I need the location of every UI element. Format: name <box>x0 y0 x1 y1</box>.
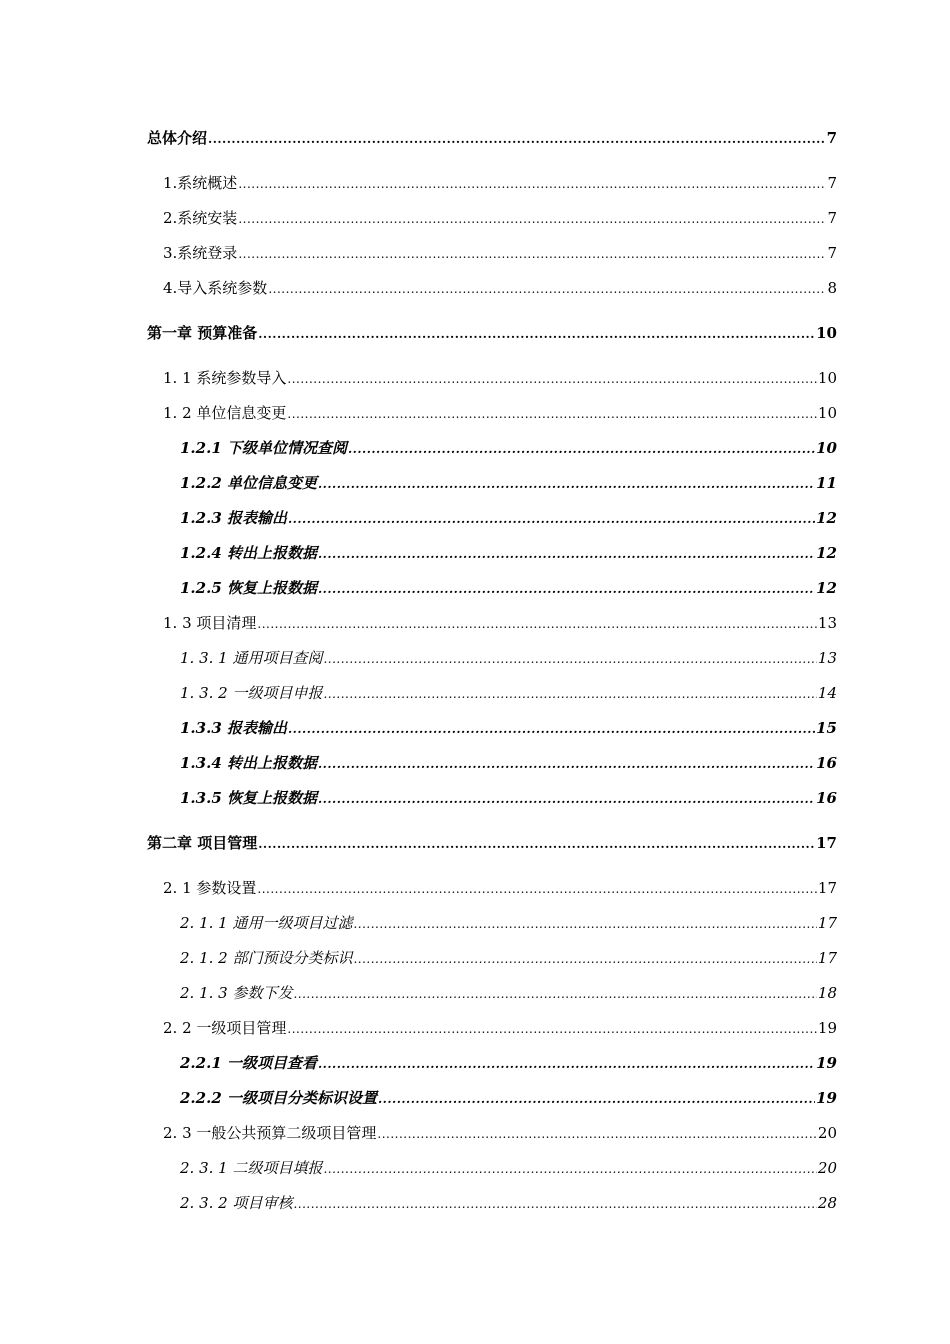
toc-leader <box>287 1019 817 1039</box>
toc-entry-title: 总体介绍 <box>147 129 208 147</box>
toc-entry-title: 1. 3 项目清理 <box>163 614 257 632</box>
toc-entry[interactable] <box>180 508 837 529</box>
toc-entry-title: 4.导入系统参数 <box>163 279 268 297</box>
toc-leader <box>323 1159 816 1179</box>
toc-page-number: 8 <box>827 279 837 297</box>
toc-entry[interactable] <box>163 243 837 264</box>
toc-entry-title: 2. 1. 3 参数下发 <box>180 984 293 1002</box>
toc-entry-title: 1.系统概述 <box>163 174 238 192</box>
toc-leader <box>318 579 815 599</box>
toc-entry-title: 2. 3. 2 项目审核 <box>180 1194 293 1212</box>
toc-leader <box>293 984 816 1004</box>
toc-leader <box>353 914 816 934</box>
toc-entry-title: 1. 3. 2 一级项目申报 <box>180 684 323 702</box>
toc-page-number: 18 <box>817 984 837 1002</box>
toc-entry-title: 1. 3. 1 通用项目查阅 <box>180 649 323 667</box>
toc-entry[interactable] <box>180 1088 837 1109</box>
toc-entry[interactable] <box>163 613 837 634</box>
toc-entry-title: 1. 1 系统参数导入 <box>163 369 287 387</box>
toc-leader <box>238 209 826 229</box>
toc-leader <box>293 1194 816 1214</box>
toc-entry-overview[interactable] <box>147 128 837 149</box>
toc-leader <box>238 174 826 194</box>
toc-entry[interactable] <box>180 718 837 739</box>
toc-page-number: 10 <box>816 324 837 342</box>
toc-page-number: 16 <box>816 754 837 772</box>
toc-page-number: 7 <box>827 174 837 192</box>
toc-entry[interactable] <box>180 543 837 564</box>
toc-page-number: 12 <box>816 509 837 527</box>
toc-page-number: 7 <box>827 244 837 262</box>
toc-entry[interactable] <box>180 788 837 809</box>
toc-entry-title: 1.2.4 转出上报数据 <box>180 544 317 562</box>
toc-entry[interactable] <box>180 753 837 774</box>
toc-entry-title: 1.3.5 恢复上报数据 <box>180 789 317 807</box>
toc-page-number: 7 <box>827 209 837 227</box>
toc-page-number: 16 <box>816 789 837 807</box>
toc-entry-title: 2.2.1 一级项目查看 <box>180 1054 317 1072</box>
toc-page-number: 7 <box>826 129 837 147</box>
toc-page-number: 14 <box>817 684 837 702</box>
toc-leader <box>268 279 826 299</box>
toc-leader <box>378 1089 815 1109</box>
toc-entry-title: 1.2.5 恢复上报数据 <box>180 579 317 597</box>
toc-entry[interactable] <box>180 578 837 599</box>
toc-page-number: 10 <box>817 404 837 422</box>
toc-leader <box>287 404 817 424</box>
toc-entry[interactable] <box>163 403 837 424</box>
toc-entry[interactable] <box>163 208 837 229</box>
toc-entry[interactable] <box>163 878 837 899</box>
toc-leader <box>377 1124 817 1144</box>
toc-leader <box>208 129 826 149</box>
toc-leader <box>257 614 817 634</box>
toc-page-number: 12 <box>816 544 837 562</box>
toc-entry-chapter-2[interactable] <box>147 833 837 854</box>
toc-leader <box>318 754 815 774</box>
toc-leader <box>353 949 816 969</box>
toc-entry-title: 第一章 预算准备 <box>147 324 258 342</box>
toc-leader <box>318 474 815 494</box>
toc-page-number: 15 <box>816 719 837 737</box>
toc-entry[interactable] <box>180 438 837 459</box>
toc-entry-title: 2. 1. 2 部门预设分类标识 <box>180 949 353 967</box>
toc-entry-title: 1.2.2 单位信息变更 <box>180 474 317 492</box>
toc-entry-title: 2.系统安装 <box>163 209 238 227</box>
toc-page-number: 10 <box>817 369 837 387</box>
toc-leader <box>287 369 817 389</box>
toc-entry[interactable] <box>163 368 837 389</box>
toc-entry[interactable] <box>180 913 837 934</box>
toc-entry[interactable] <box>180 473 837 494</box>
toc-entry-title: 1.3.3 报表输出 <box>180 719 287 737</box>
toc-entry-title: 2. 1 参数设置 <box>163 879 257 897</box>
toc-entry[interactable] <box>180 648 837 669</box>
toc-entry[interactable] <box>180 1158 837 1179</box>
toc-page-number: 17 <box>816 834 837 852</box>
toc-page-number: 17 <box>817 914 837 932</box>
toc-leader <box>288 719 815 739</box>
toc-entry-title: 2. 3 一般公共预算二级项目管理 <box>163 1124 377 1142</box>
toc-page-number: 13 <box>817 614 837 632</box>
toc-leader <box>288 509 815 529</box>
toc-entry[interactable] <box>180 983 837 1004</box>
toc-leader <box>318 544 815 564</box>
toc-page-number: 20 <box>817 1159 837 1177</box>
toc-leader <box>348 439 815 459</box>
toc-entry[interactable] <box>180 948 837 969</box>
toc-page-number: 28 <box>817 1194 837 1212</box>
toc-entry[interactable] <box>180 1053 837 1074</box>
toc-leader <box>318 789 815 809</box>
toc-page-number: 19 <box>817 1019 837 1037</box>
toc-leader <box>258 324 815 344</box>
toc-page-number: 20 <box>817 1124 837 1142</box>
toc-entry-title: 1.3.4 转出上报数据 <box>180 754 317 772</box>
toc-leader <box>323 649 816 669</box>
toc-entry-title: 3.系统登录 <box>163 244 238 262</box>
toc-entry-chapter-1[interactable] <box>147 323 837 344</box>
toc-leader <box>258 834 815 854</box>
toc-page-number: 19 <box>816 1089 837 1107</box>
toc-leader <box>318 1054 815 1074</box>
toc-entry[interactable] <box>163 1018 837 1039</box>
toc-page-number: 11 <box>816 474 837 492</box>
toc-entry[interactable] <box>163 1123 837 1144</box>
toc-entry-title: 2.2.2 一级项目分类标识设置 <box>180 1089 377 1107</box>
toc-page-number: 19 <box>816 1054 837 1072</box>
toc-entry[interactable] <box>163 278 837 299</box>
toc-entry[interactable] <box>180 1193 837 1214</box>
toc-leader <box>323 684 816 704</box>
toc-page-number: 17 <box>817 879 837 897</box>
toc-entry-title: 2. 1. 1 通用一级项目过滤 <box>180 914 353 932</box>
toc-entry-title: 1.2.3 报表输出 <box>180 509 287 527</box>
toc-page-number: 12 <box>816 579 837 597</box>
toc-page-number: 10 <box>816 439 837 457</box>
toc-entry[interactable] <box>180 683 837 704</box>
toc-entry[interactable] <box>163 173 837 194</box>
toc-entry-title: 2. 3. 1 二级项目填报 <box>180 1159 323 1177</box>
toc-page-number: 17 <box>817 949 837 967</box>
toc-entry-title: 1. 2 单位信息变更 <box>163 404 287 422</box>
toc-page-number: 13 <box>817 649 837 667</box>
toc-entry-title: 1.2.1 下级单位情况查阅 <box>180 439 347 457</box>
toc-leader <box>238 244 826 264</box>
toc-entry-title: 2. 2 一级项目管理 <box>163 1019 287 1037</box>
toc-entry-title: 第二章 项目管理 <box>147 834 258 852</box>
toc-leader <box>257 879 817 899</box>
